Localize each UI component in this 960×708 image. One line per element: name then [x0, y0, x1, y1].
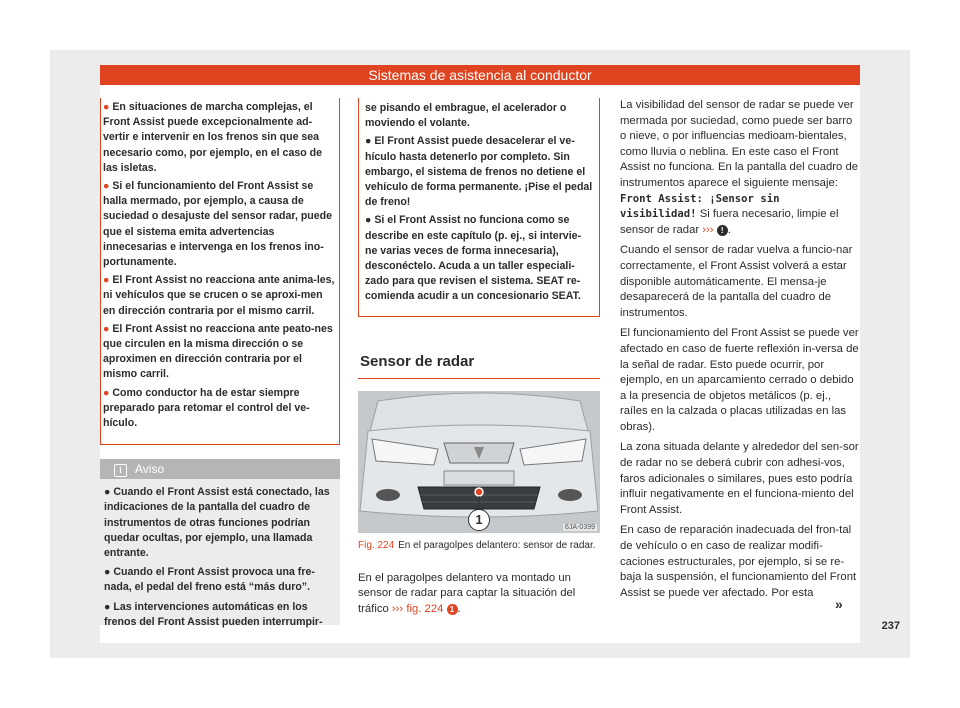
- warning-item: ● En situaciones de marcha complejas, el Front Assist puede excepcionalmente ad-vertir e intervenir en los frenos sin que sea necesario como, por ejemplo, en el caso de las isletas.: [103, 101, 323, 174]
- warning-item: ● El Front Assist no reacciona ante anima-les, ni vehículos que se crucen o se aproxi-men en dirección contraria por el mismo carril.: [103, 274, 335, 317]
- callout-number: 1: [468, 509, 490, 531]
- warning-item: ● El Front Assist puede desacelerar el ve-hículo hasta detenerlo por completo. Sin embargo, el sistema de frenos no detiene el vehículo de forma permanente. ¡Pise el pedal de freno!: [365, 135, 593, 209]
- figure-caption: Fig. 224 En el paragolpes delantero: sensor de radar.: [358, 539, 596, 551]
- info-icon: i: [114, 464, 127, 477]
- body-text: [620, 98, 860, 601]
- figure-reference-link[interactable]: ››› fig. 224: [391, 602, 444, 615]
- aviso-item: ● Cuando el Front Assist está conectado, las indicaciones de la pantalla del cuadro de instrumentos de otras funciones podrían quedar ocultas, por ejemplo, una llamada entrante.: [104, 486, 330, 560]
- warning-item: ● Como conductor ha de estar siempre preparado para retomar el control del ve-hículo.: [103, 386, 310, 430]
- section-title: Sensor de radar: [358, 353, 600, 379]
- aviso-item: ● Las intervenciones automáticas en los frenos del Front Assist pueden interrumpir-: [104, 600, 323, 628]
- body-paragraph: La visibilidad del sensor de radar se puede ver mermada por suciedad, como puede ser barro o nieve, o por influencias medioam-bientales, como lluvia o neblina. En este caso el Front Assist no funciona. En la pantalla del cuadro de instrumentos aparece el siguiente mensaje: Front Assist: ¡Sensor sin visibilidad! Si fuera necesario, limpie el sensor de radar ››› ! .: [620, 99, 859, 236]
- warning-item: ● El Front Assist no reacciona ante peato-nes que circulen en la misma dirección o se aproximen en dirección contraria por el mismo carril.: [103, 322, 333, 381]
- column-1: [100, 98, 340, 628]
- warning-icon: !: [717, 225, 728, 236]
- aviso-item: ● Cuando el Front Assist provoca una fre-nada, el pedal del freno está “más duro”.: [104, 566, 315, 594]
- page-number: 237: [881, 620, 900, 632]
- display-message: Front Assist: ¡Sensor sin visibilidad!: [620, 192, 780, 221]
- body-paragraph: En el paragolpes delantero va montado un sensor de radar para captar la situación del tráfico ››› fig. 224 1 .: [358, 571, 576, 615]
- page-header: Sistemas de asistencia al conductor: [100, 65, 860, 85]
- callout-reference: 1: [447, 604, 458, 615]
- figure-label: Fig. 224: [358, 539, 395, 551]
- warning-reference-link[interactable]: ›››: [702, 223, 714, 236]
- aviso-header: i Aviso: [100, 459, 340, 479]
- warning-item: ● Si el Front Assist no funciona como se describe en este capítulo (p. ej., si intervie-ne varias veces de forma innecesaria), desconéctelo. Acuda a un taller especiali-zado para que revisen el sistema. SEAT re-comienda acudir a un concesionario SEAT.: [365, 214, 582, 303]
- aviso-body: [100, 479, 340, 630]
- warning-lead: se pisando el embrague, el acelerador o moviendo el volante.: [365, 102, 567, 130]
- figure-code: 6JA-0399: [565, 523, 595, 531]
- body-paragraph: Cuando el sensor de radar vuelva a funcio-nar correctamente, el Front Assist volverá a estar disponible automáticamente. El mensa-je desaparecerá de la pantalla del cuadro de instrumentos.: [620, 244, 853, 319]
- column-2: [358, 98, 600, 617]
- figure-car-front: [358, 391, 600, 533]
- warning-box-continued: [358, 98, 600, 317]
- warning-item: ● Si el funcionamiento del Front Assist se halla mermado, por ejemplo, a causa de suciedad o desajuste del sensor radar, puede que el sistema emita advertencias innecesarias e intervenga en los frenos ino-portunamente.: [103, 180, 333, 269]
- continue-mark: »: [835, 596, 843, 612]
- column-3: [620, 98, 860, 606]
- body-paragraph: En caso de reparación inadecuada del fron-tal de vehículo o en caso de realizar modifi-caciones estructurales, por ejemplo, si se re-baja la suspensión, el funcionamiento del Front Assist se puede ver afectado. Por esta: [620, 524, 857, 599]
- warning-box: [100, 98, 340, 445]
- aviso-box: [100, 459, 340, 628]
- body-paragraph: El funcionamiento del Front Assist se puede ver afectado en caso de fuerte reflexión in-versa de la señal de radar. Esto puede ocurrir, por ejemplo, en un aparcamiento cerrado o debido a la presencia de objetos metálicos (p. ej., raíles en la calzada o placas utilizadas en las obras).: [620, 327, 859, 433]
- body-paragraph: La zona situada delante y alrededor del sen-sor de radar no se deberá cubrir con adhesi-vos, faros adicionales o similares, pues esto podría influir negativamente en el funciona-miento del Front Assist.: [620, 441, 859, 516]
